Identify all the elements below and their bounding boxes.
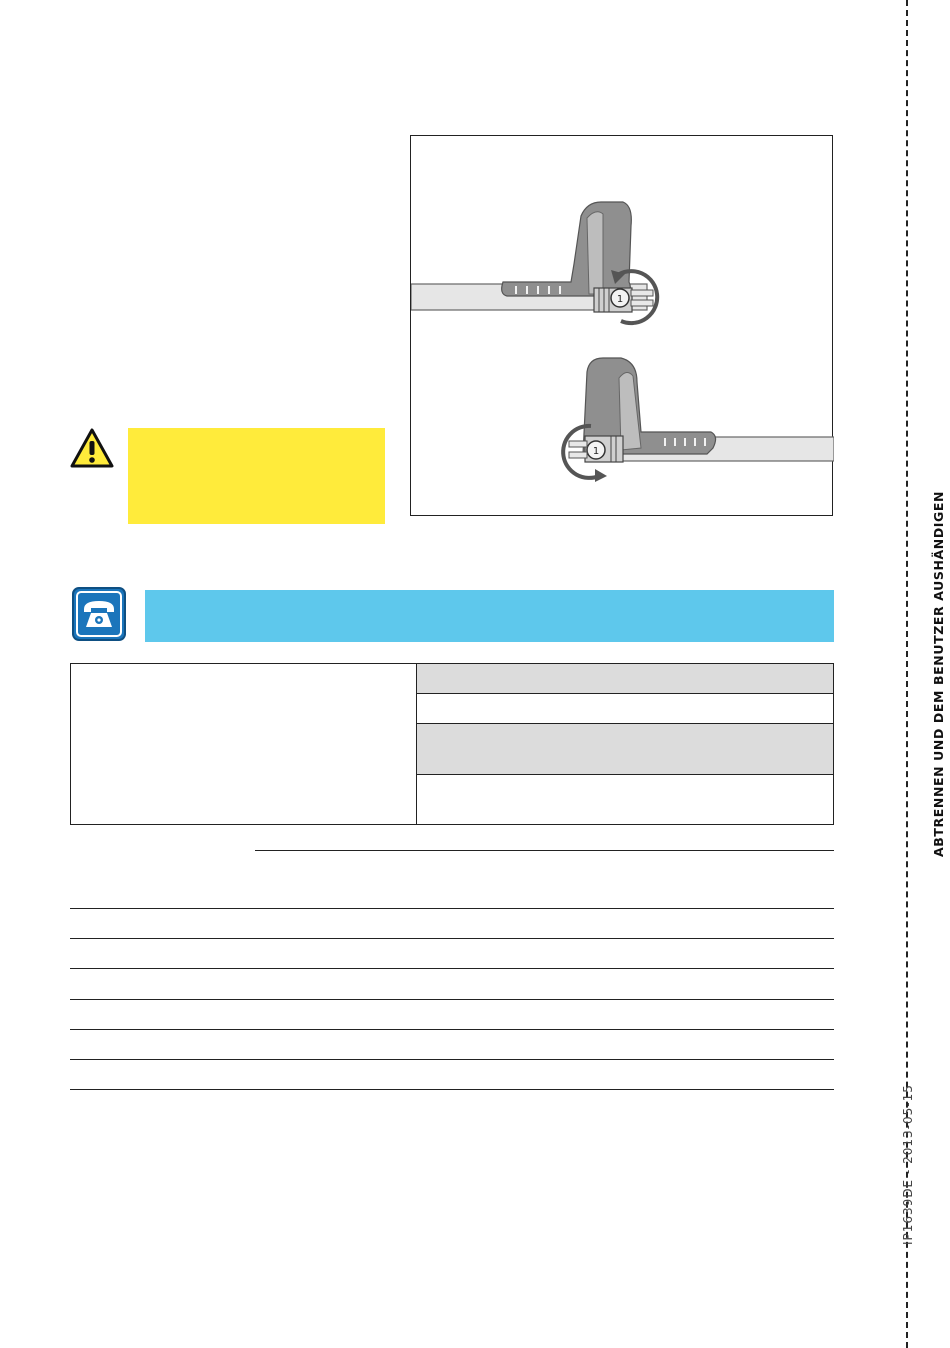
warning-note-box xyxy=(128,428,385,524)
lock-label-top: 1 xyxy=(616,294,624,305)
telephone-icon xyxy=(72,587,126,641)
warning-triangle-icon xyxy=(70,428,114,468)
note-line-5[interactable] xyxy=(70,999,834,1000)
note-line-3[interactable] xyxy=(70,938,834,939)
service-header-bar xyxy=(145,590,834,642)
barrier-release-drawing xyxy=(411,136,834,517)
note-line-4[interactable] xyxy=(70,968,834,969)
installer-contact-table xyxy=(70,663,834,825)
cut-instruction: ABTRENNEN UND DEM BENUTZER AUSHÄNDIGEN xyxy=(931,490,946,857)
note-line-6[interactable] xyxy=(70,1029,834,1030)
contact-row-2[interactable] xyxy=(417,694,833,724)
release-key-illustration xyxy=(410,135,833,516)
note-line-2[interactable] xyxy=(70,908,834,909)
installer-stamp-field[interactable] xyxy=(71,664,417,824)
contact-row-3[interactable] xyxy=(417,724,833,775)
note-line-7[interactable] xyxy=(70,1059,834,1060)
contact-row-4[interactable] xyxy=(417,775,833,824)
contact-row-1[interactable] xyxy=(417,664,833,694)
lever-body-top xyxy=(502,202,632,296)
lock-label-bottom: 1 xyxy=(592,446,600,457)
note-line-1[interactable] xyxy=(255,850,834,851)
note-line-8[interactable] xyxy=(70,1089,834,1090)
document-code: IP1639DE - 2013-05-15 xyxy=(901,1084,915,1245)
